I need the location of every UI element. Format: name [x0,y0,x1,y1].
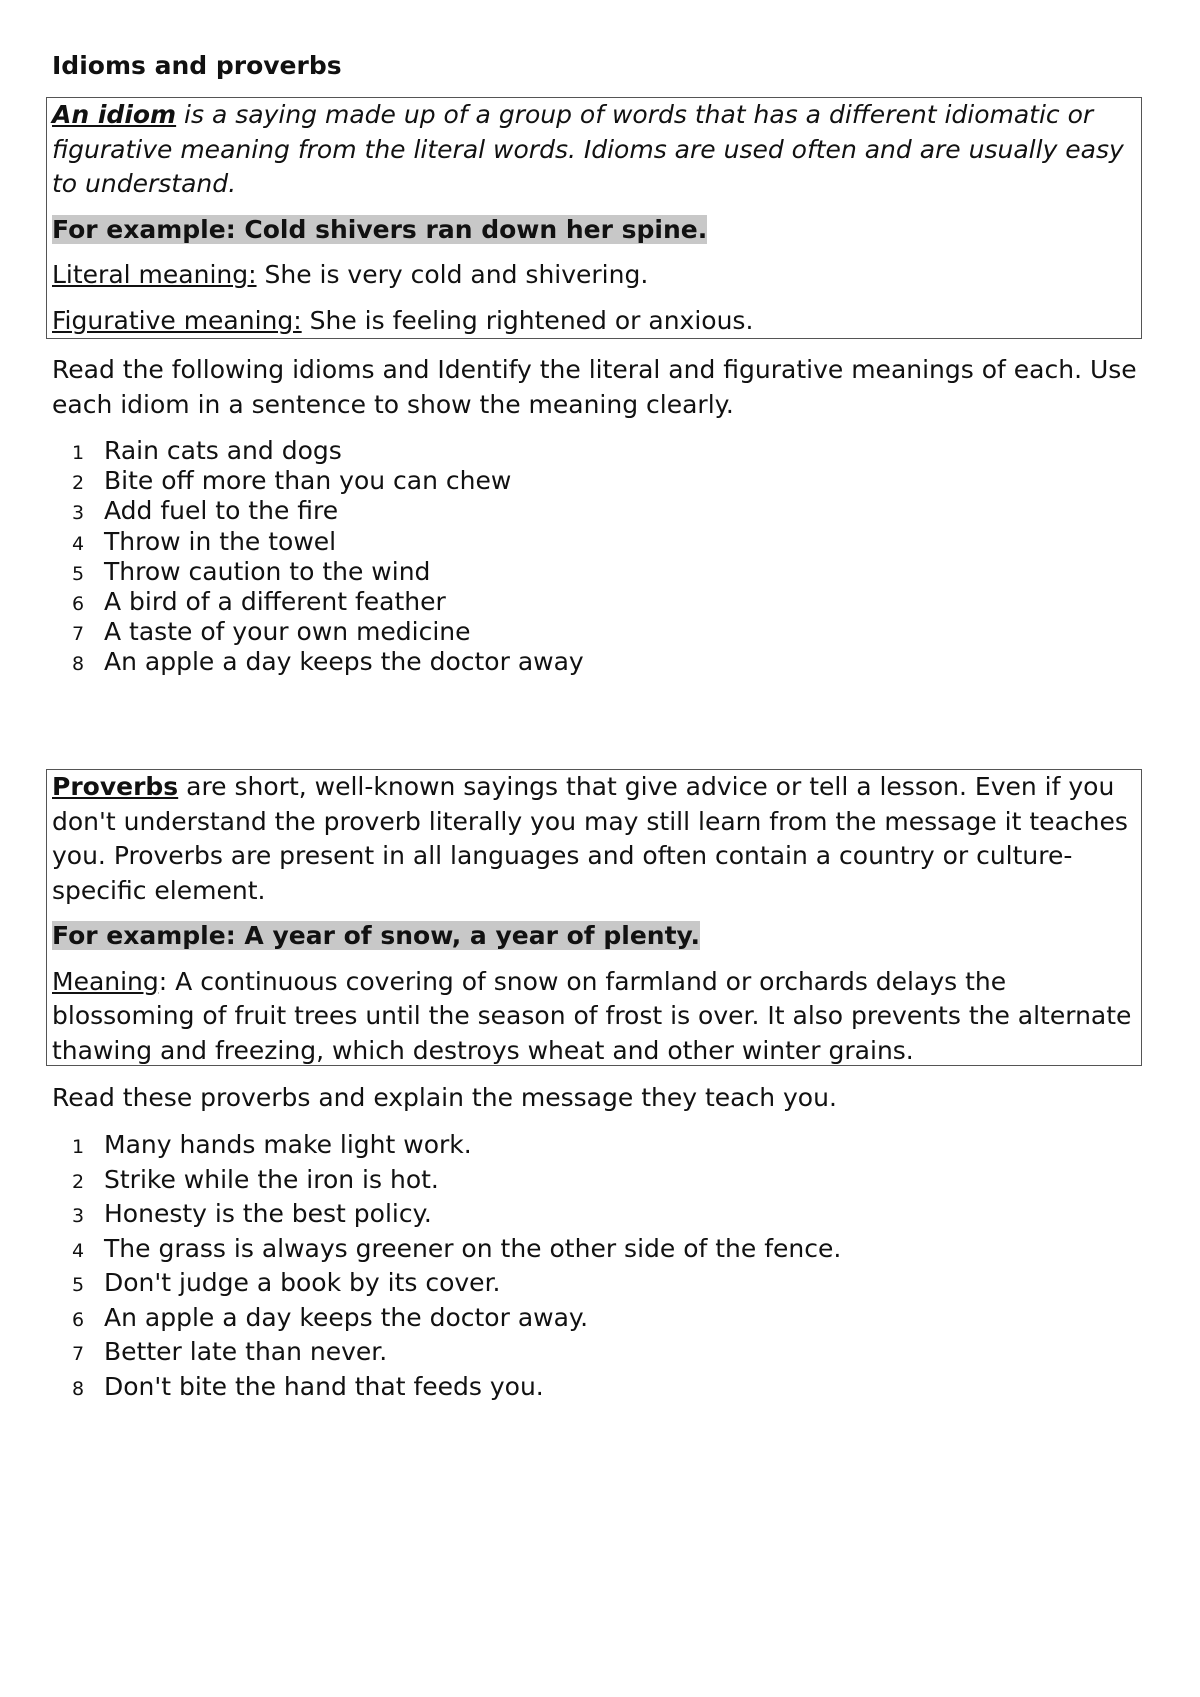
list-item-text: Better late than never. [104,1337,388,1366]
figurative-meaning [52,304,1136,339]
list-item-number: 5 [71,1274,85,1296]
idiom-definition-text: is a saying made up of a group of words that has a different idiomatic or figurative meaning from the literal words. Idioms are used often and are usually easy to understand. [52,100,1124,198]
list-item [52,647,584,677]
list-item [52,1128,841,1163]
proverb-instruction: Read these proverbs and explain the message they teach you. [52,1083,837,1112]
list-item-text: Throw in the towel [104,526,337,556]
idiom-list [52,436,584,678]
idiom-instruction: Read the following idioms and Identify the literal and figurative meanings of each. Use each idiom in a sentence to show the meaning clearly. [52,355,1137,419]
list-item-number: 6 [71,592,85,615]
idiom-definition [52,98,1136,202]
list-item [52,1301,841,1336]
list-item-number: 1 [71,1136,85,1158]
literal-meaning [52,258,1136,293]
list-item [52,1266,841,1301]
proverb-example [52,919,1136,954]
list-item-number: 6 [71,1308,85,1331]
list-item-number: 3 [71,502,85,525]
proverb-example-text: For example: A year of snow, a year of plenty. [52,921,701,950]
list-item-number: 2 [71,1170,85,1193]
list-item-number: 7 [71,1343,85,1365]
list-item-text: The grass is always greener on the other side of the fence. [104,1233,842,1263]
list-item-number: 1 [71,442,85,464]
list-item-text: Rain cats and dogs [104,436,342,465]
figurative-meaning-text: She is feeling rightened or anxious. [301,305,754,335]
idiom-term: An idiom [52,100,177,129]
list-item-text: Don't judge a book by its cover. [104,1268,501,1297]
proverb-meaning-text: : A continuous covering of snow on farmland or orchards delays the blossoming of fruit trees until the season of frost is over. It also prevents the alternate thawing and freezing, which destroys wheat and other winter grains. [52,966,1132,1065]
list-item-number: 4 [71,1239,85,1262]
list-item-text: An apple a day keeps the doctor away. [104,1302,589,1332]
list-item-number: 5 [71,562,85,585]
list-item [52,1335,841,1370]
list-item-text: Honesty is the best policy. [104,1199,432,1228]
proverb-definition-text: are short, well-known sayings that give advice or tell a lesson. Even if you don't understand the proverb literally you may still learn from the message it teaches you. Proverbs are present in all languages and often contain a country or culture-specific element. [52,772,1128,905]
list-item-number: 2 [71,472,85,495]
list-item [52,466,584,496]
literal-meaning-label: Literal meaning: [52,260,257,289]
proverb-term: Proverbs [52,772,179,801]
list-item [52,1370,841,1405]
list-item-number: 7 [71,623,85,646]
list-item-text: Bite off more than you can chew [104,466,512,496]
list-item-number: 8 [71,653,85,676]
proverb-list [52,1128,841,1404]
list-item [52,1163,841,1198]
proverb-meaning-label: Meaning [52,966,159,996]
literal-meaning-text: She is very cold and shivering. [256,260,649,289]
list-item [52,557,584,587]
proverb-definition-box [46,769,1142,1066]
list-item-number: 4 [71,532,85,555]
idiom-example [52,213,1136,248]
page-title: Idioms and proverbs [52,51,342,80]
proverb-definition [52,770,1136,908]
list-item [52,587,584,617]
list-item [52,1197,841,1232]
list-item [52,496,584,526]
list-item-text: An apple a day keeps the doctor away [104,647,584,677]
figurative-meaning-label: Figurative meaning: [52,305,302,335]
list-item-number: 8 [71,1377,85,1400]
list-item-text: Many hands make light work. [104,1130,472,1159]
proverb-meaning [52,965,1136,1069]
list-item-text: Throw caution to the wind [104,556,431,586]
list-item-text: A taste of your own medicine [104,617,471,647]
list-item-number: 3 [71,1205,85,1227]
list-item-text: Don't bite the hand that feeds you. [104,1371,544,1401]
idiom-example-text: For example: Cold shivers ran down her spine. [52,214,708,244]
list-item [52,527,584,557]
idiom-definition-box [46,97,1142,339]
list-item-text: A bird of a different feather [104,586,446,616]
list-item [52,1232,841,1267]
list-item [52,436,584,466]
list-item-text: Add fuel to the fire [104,496,339,526]
list-item [52,617,584,647]
list-item-text: Strike while the iron is hot. [104,1164,439,1194]
